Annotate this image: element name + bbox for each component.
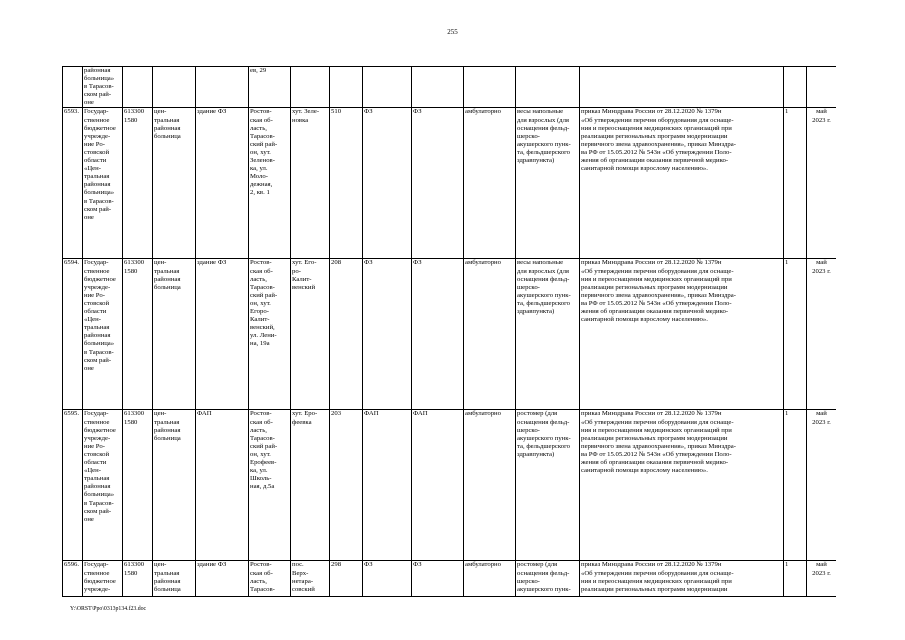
cell-type-a (363, 67, 412, 108)
cell-org: Государ- ственное бюджетное учрежде- (83, 561, 123, 597)
cell-settlement: хут. Зеле- новка (291, 108, 330, 259)
cell-code: 613300 1580 (123, 108, 153, 259)
cell-type-b: ФЗ (412, 561, 464, 597)
equipment-table (62, 66, 836, 597)
cell-order: приказ Минздрава России от 28.12.2020 № 1379н «Об утверждении перечня оборудования для оснаще- ния и переоснащения медицинских организаций при реализации региональных программ модернизации первичного звена здравоохранения», приказ Минздра- ва РФ от 15.05.2012 № 543н «Об утверждении Поло- жения об организации оказания первичной медико- санитарной помощи взрослому населению». (580, 410, 784, 561)
cell-care: амбулаторно (464, 108, 516, 259)
cell-qty: 1 (784, 259, 807, 410)
table-row (63, 561, 837, 597)
cell-count: 208 (330, 259, 363, 410)
cell-type (153, 67, 196, 108)
cell-settlement: пос. Верх- нетара- совский (291, 561, 330, 597)
cell-num: 6596. (63, 561, 83, 597)
cell-object (196, 67, 249, 108)
cell-org: Государ- ственное бюджетное учрежде- ние Ро- стовской области «Цен- тральная районная больница» в Тарасов- ском рай- оне (83, 259, 123, 410)
cell-care (464, 67, 516, 108)
cell-org: Государ- ственное бюджетное учрежде- ние Ро- стовской области «Цен- тральная районная больница» в Тарасов- ском рай- оне (83, 410, 123, 561)
cell-settlement: хут. Его- ро- Калит- венский (291, 259, 330, 410)
cell-type-a: ФЗ (363, 108, 412, 259)
cell-type: цен- тральная районная больница (153, 108, 196, 259)
cell-count (330, 67, 363, 108)
cell-count: 203 (330, 410, 363, 561)
cell-org: районная больница» в Тарасов- ском рай- оне (83, 67, 123, 108)
table-row (63, 410, 837, 561)
cell-object: здание ФЗ (196, 108, 249, 259)
cell-equipment: ростомер (для оснащения фельд- шерско- акушерского пунк- (516, 561, 580, 597)
table-row (63, 259, 837, 410)
cell-type-b (412, 67, 464, 108)
cell-order: приказ Минздрава России от 28.12.2020 № 1379н «Об утверждении перечня оборудования для оснаще- ния и переоснащения медицинских организаций при реализации региональных программ модернизации (580, 561, 784, 597)
cell-order: приказ Минздрава России от 28.12.2020 № 1379н «Об утверждении перечня оборудования для оснаще- ния и переоснащения медицинских организаций при реализации региональных программ модернизации первичного звена здравоохранения», приказ Минздра- ва РФ от 15.05.2012 № 543н «Об утверждении Поло- жения об организации оказания первичной медико- санитарной помощи взрослому населению». (580, 108, 784, 259)
cell-num: 6595. (63, 410, 83, 561)
cell-type-a: ФАП (363, 410, 412, 561)
cell-count: 510 (330, 108, 363, 259)
cell-type: цен- тральная районная больница (153, 561, 196, 597)
cell-object: здание ФЗ (196, 259, 249, 410)
cell-num (63, 67, 83, 108)
table-row (63, 67, 837, 108)
cell-care: амбулаторно (464, 410, 516, 561)
cell-num: 6594. (63, 259, 83, 410)
cell-type-b: ФЗ (412, 108, 464, 259)
cell-address: Ростов- ская об- ласть, Тарасов- (249, 561, 291, 597)
cell-settlement (291, 67, 330, 108)
cell-object: ФАП (196, 410, 249, 561)
cell-code: 613300 1580 (123, 410, 153, 561)
equipment-table-wrapper (62, 66, 836, 597)
cell-address: Ростов- ская об- ласть, Тарасов- ский рай- он, хут. Ерофеев- ка, ул. Школь- ная, д.5а (249, 410, 291, 561)
cell-care: амбулаторно (464, 561, 516, 597)
cell-code: 613300 1580 (123, 259, 153, 410)
cell-org: Государ- ственное бюджетное учрежде- ние Ро- стовской области «Цен- тральная районная больница» в Тарасов- ском рай- оне (83, 108, 123, 259)
cell-date: май 2023 г. (807, 259, 837, 410)
cell-code: 613300 1580 (123, 561, 153, 597)
cell-type-a: ФЗ (363, 259, 412, 410)
cell-order (580, 67, 784, 108)
cell-qty (784, 67, 807, 108)
cell-date: май 2023 г. (807, 561, 837, 597)
cell-object: здание ФЗ (196, 561, 249, 597)
cell-type-b: ФЗ (412, 259, 464, 410)
footer-file-path: Y:\ORST\Ppo\0313p134.f23.doc (70, 606, 147, 612)
cell-date (807, 67, 837, 108)
cell-type: цен- тральная районная больница (153, 259, 196, 410)
cell-qty: 1 (784, 108, 807, 259)
cell-settlement: хут. Еро- феевка (291, 410, 330, 561)
cell-equipment: весы напольные для взрослых (для оснащения фельд- шерско- акушерского пунк- та, фельдшерского здравпункта) (516, 108, 580, 259)
cell-equipment: весы напольные для взрослых (для оснащения фельд- шерско- акушерского пунк- та, фельдшерского здравпункта) (516, 259, 580, 410)
cell-type-a: ФЗ (363, 561, 412, 597)
cell-equipment (516, 67, 580, 108)
cell-address: Ростов- ская об- ласть, Тарасов- ский рай- он, хут. Зеленов- ка, ул. Моло- дежная, 2, кв. 1 (249, 108, 291, 259)
cell-date: май 2023 г. (807, 410, 837, 561)
cell-count: 298 (330, 561, 363, 597)
table-row (63, 108, 837, 259)
cell-care: амбулаторно (464, 259, 516, 410)
cell-type-b: ФАП (412, 410, 464, 561)
cell-order: приказ Минздрава России от 28.12.2020 № 1379н «Об утверждении перечня оборудования для оснаще- ния и переоснащения медицинских организаций при реализации региональных программ модернизации первичного звена здравоохранения», приказ Минздра- ва РФ от 15.05.2012 № 543н «Об утверждении Поло- жения об организации оказания первичной медико- санитарной помощи взрослому населению». (580, 259, 784, 410)
cell-equipment: ростомер (для оснащения фельд- шерско- акушерского пунк- та, фельдшерского здравпункта) (516, 410, 580, 561)
cell-code (123, 67, 153, 108)
cell-date: май 2023 г. (807, 108, 837, 259)
page-number: 255 (447, 28, 458, 36)
cell-address: ев, 29 (249, 67, 291, 108)
cell-address: Ростов- ская об- ласть, Тарасов- ский рай- он, хут. Егоро- Калит- венский, ул. Лени- на, 19а (249, 259, 291, 410)
cell-qty: 1 (784, 410, 807, 561)
cell-qty: 1 (784, 561, 807, 597)
cell-num: 6593. (63, 108, 83, 259)
cell-type: цен- тральная районная больница (153, 410, 196, 561)
